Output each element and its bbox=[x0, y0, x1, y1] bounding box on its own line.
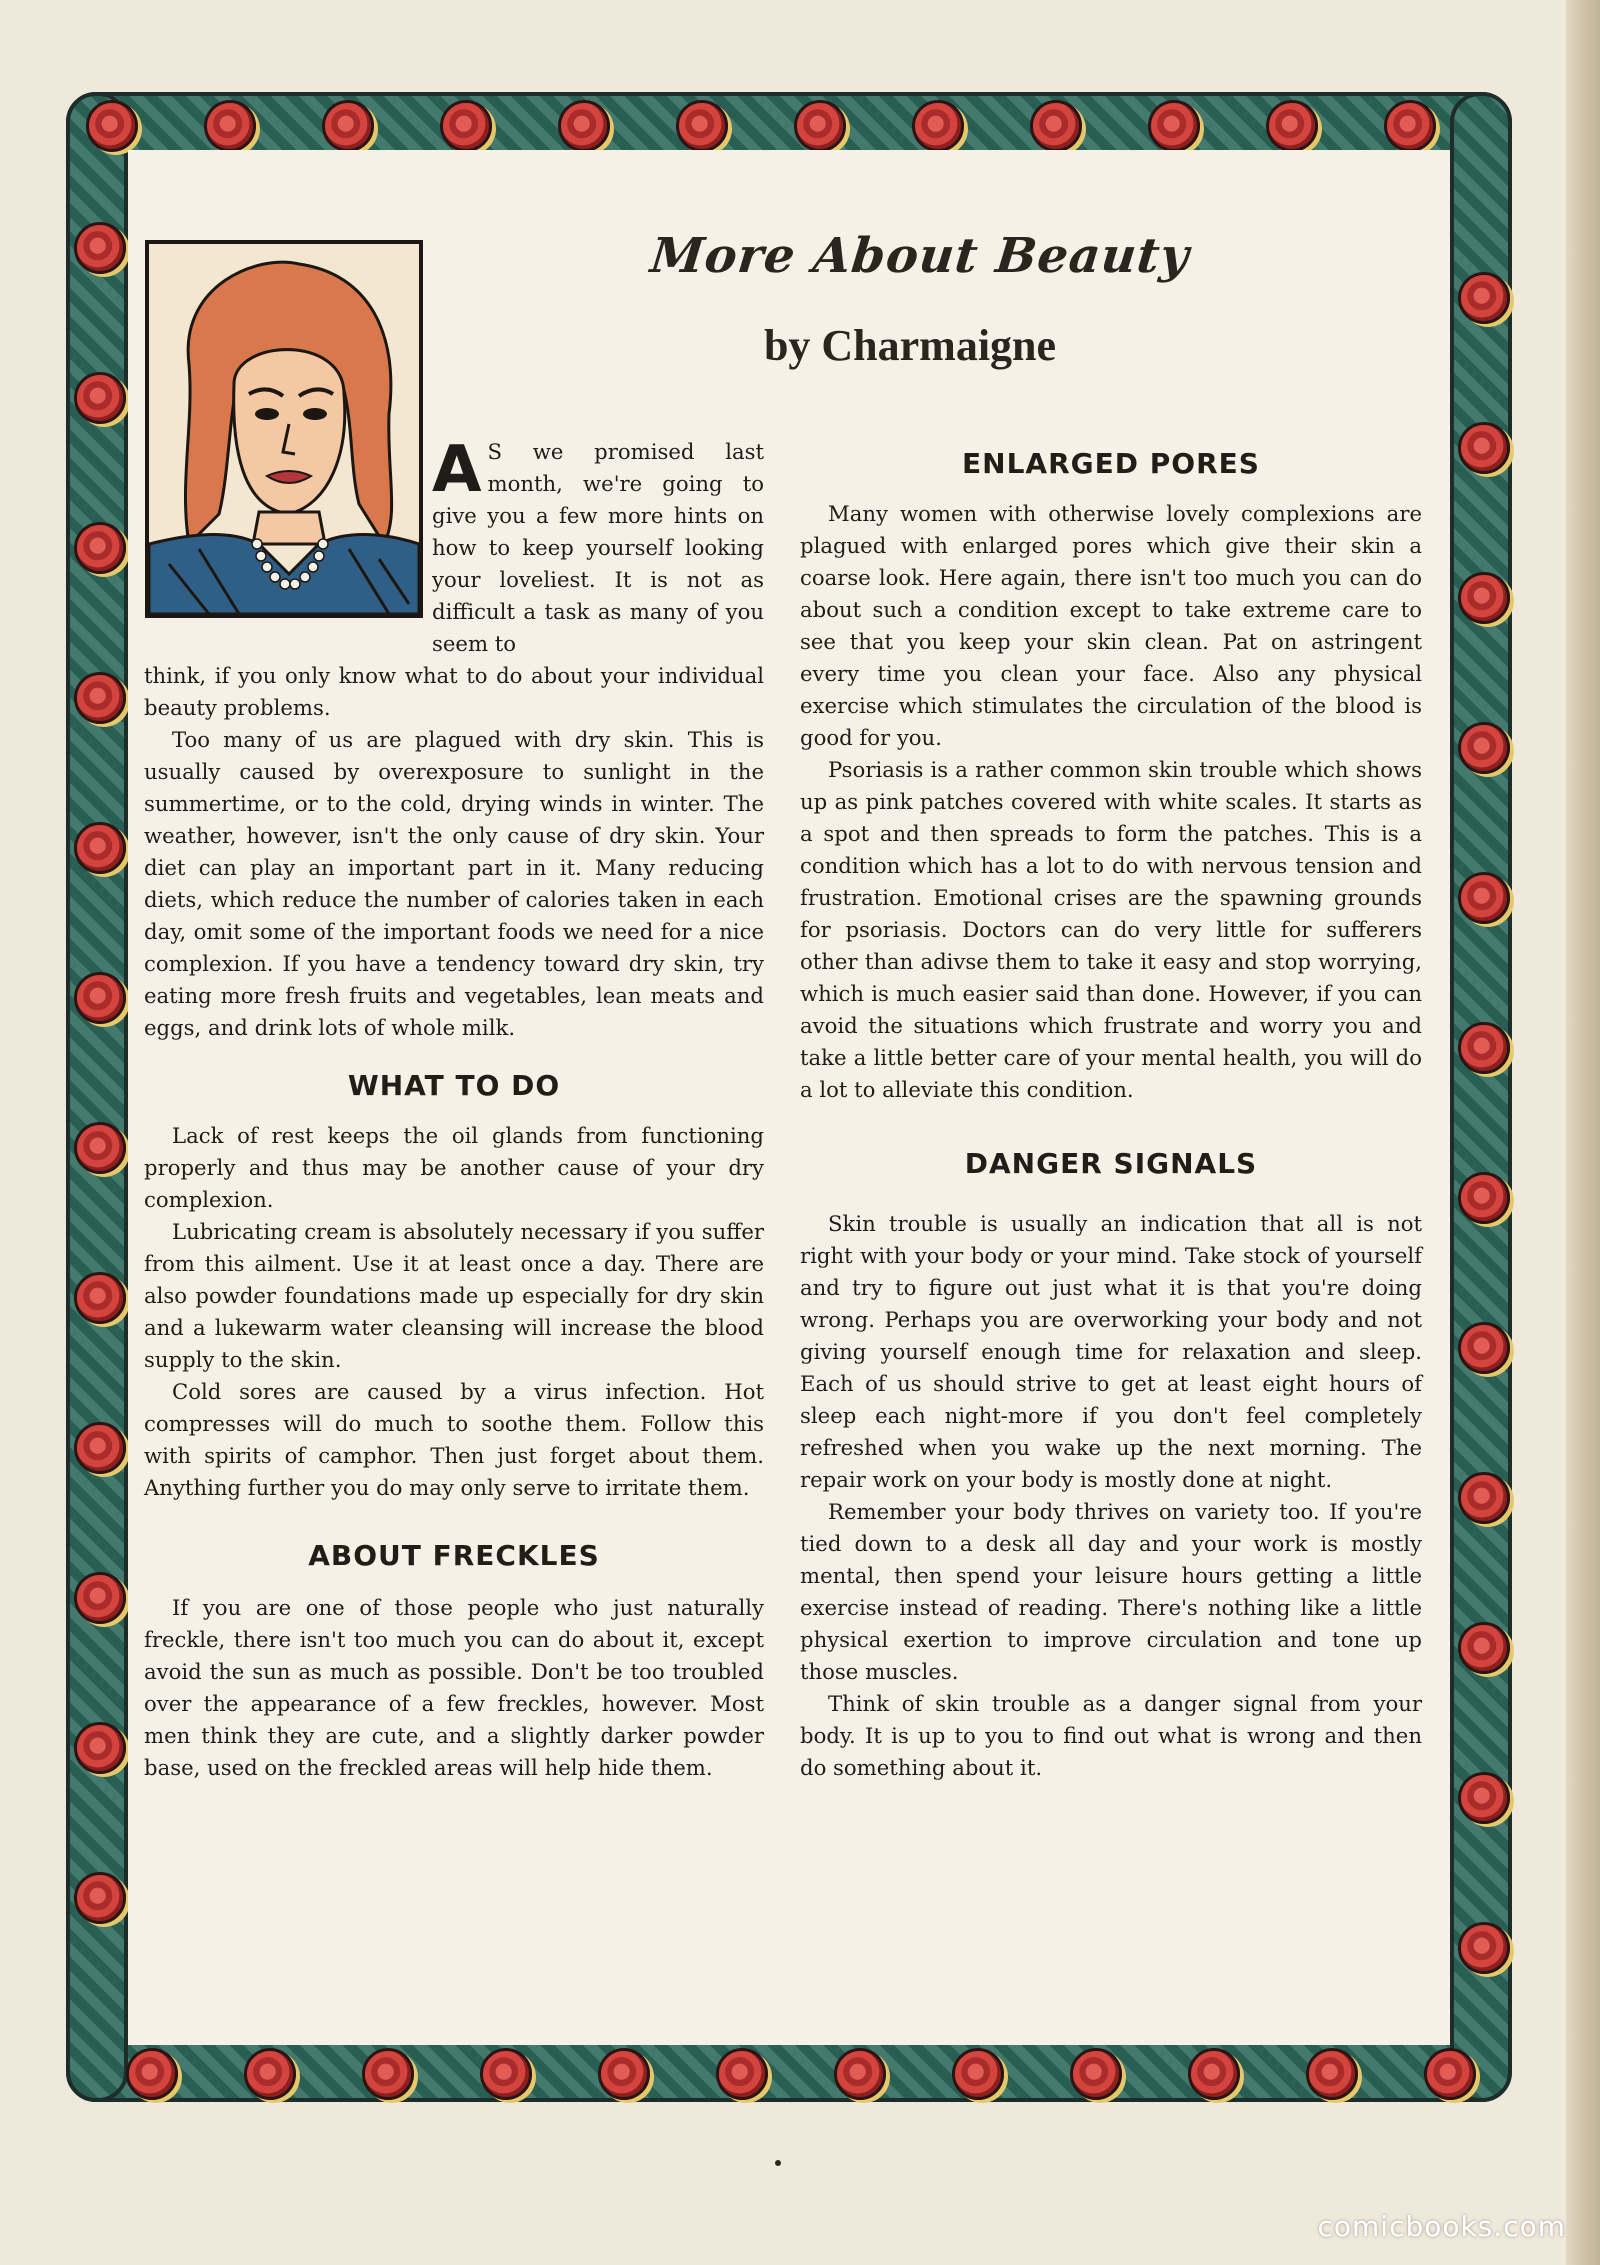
rose-ornament bbox=[1458, 572, 1510, 624]
rose-ornament bbox=[1266, 100, 1318, 152]
dry-skin-paragraph: Too many of us are plagued with dry skin. This is usually caused by overexposure to sunlight in the summertime, or to the cold, drying winds in winter. The weather, however, isn't the only cause of dry skin. Your diet can play an important part in it. Many reducing diets, which reduce the number of calories taken in each day, omit some of the important foods we need for a nice complexion. If you have a tendency toward dry skin, try eating more fresh fruits and vegetables, lean meats and eggs, and drink lots of whole milk. bbox=[144, 727, 764, 1040]
rose-ornament bbox=[74, 1572, 126, 1624]
rose-ornament bbox=[1070, 2048, 1122, 2100]
rose-ornament bbox=[1458, 1322, 1510, 1374]
rose-ornament bbox=[74, 1272, 126, 1324]
rose-ornament bbox=[74, 372, 126, 424]
rest-paragraph: Lack of rest keeps the oil glands from functioning properly and thus may be another cause of your dry complexion. bbox=[144, 1123, 764, 1212]
rose-ornament bbox=[1306, 2048, 1358, 2100]
rose-ornament bbox=[86, 100, 138, 152]
rose-ornament bbox=[1148, 100, 1200, 152]
rose-ornament bbox=[1458, 1622, 1510, 1674]
ink-speck bbox=[775, 2160, 781, 2166]
rose-ornament bbox=[1458, 722, 1510, 774]
rose-ornament bbox=[322, 100, 374, 152]
heading-danger-signals: DANGER SIGNALS bbox=[964, 1147, 1258, 1180]
rose-ornament bbox=[74, 972, 126, 1024]
rose-ornament bbox=[716, 2048, 768, 2100]
rose-ornament bbox=[362, 2048, 414, 2100]
rose-ornament bbox=[74, 222, 126, 274]
left-column bbox=[144, 660, 764, 1784]
article-title: More About Beauty bbox=[647, 228, 1193, 284]
rose-ornament bbox=[244, 2048, 296, 2100]
cold-sores-paragraph: Cold sores are caused by a virus infection. Hot compresses will do much to soothe them. Follow this with spirits of camphor. Then just forget about them. Anything further you do may only serve to irritate them. bbox=[144, 1379, 764, 1500]
rose-ornament bbox=[1458, 1922, 1510, 1974]
right-column bbox=[800, 448, 1422, 1784]
psoriasis-paragraph: Psoriasis is a rather common skin trouble which shows up as pink patches covered with white scales. It starts as a spot and then spreads to form the patches. This is a condition which has a lot to do with nervous tension and frustration. Emotional crises are the spawning grounds for psoriasis. Doctors can do very little for sufferers other than adivse them to take it easy and stop worrying, which is much easier said than done. However, if you can avoid the situations which frustrate and worry you and take a little better care of your mental health, you will do a lot to alleviate this condition. bbox=[800, 757, 1422, 1102]
rose-ornament bbox=[74, 1722, 126, 1774]
rose-ornament bbox=[1458, 422, 1510, 474]
rose-ornament bbox=[1458, 1172, 1510, 1224]
drop-cap: A bbox=[432, 433, 482, 507]
rose-ornament bbox=[440, 100, 492, 152]
site-watermark: comicbooks.com bbox=[1317, 2210, 1566, 2243]
article-byline: by Charmaigne bbox=[763, 321, 1057, 370]
rose-ornament bbox=[1458, 1472, 1510, 1524]
heading-enlarged-pores: ENLARGED PORES bbox=[962, 447, 1260, 480]
rose-ornament bbox=[598, 2048, 650, 2100]
rose-ornament bbox=[1458, 1022, 1510, 1074]
intro-text: S we promised last month, we're going to give you a few more hints on how to keep yourself looking your loveliest. It is not as difficult a task as many of you seem to bbox=[432, 439, 764, 656]
rose-ornament bbox=[912, 100, 964, 152]
rose-ornament bbox=[74, 1872, 126, 1924]
rose-ornament bbox=[1458, 1772, 1510, 1824]
rose-ornament bbox=[1188, 2048, 1240, 2100]
rose-ornament bbox=[1458, 872, 1510, 924]
rose-ornament bbox=[1384, 100, 1436, 152]
variety-paragraph: Remember your body thrives on variety too. If you're tied down to a desk all day and your work is mostly mental, then spend your leisure hours getting a little exercise instead of reading. There's nothing like a little physical exertion to improve circulation and tone up those muscles. bbox=[800, 1499, 1422, 1684]
rose-ornament bbox=[74, 822, 126, 874]
lubricating-paragraph: Lubricating cream is absolutely necessary if you suffer from this ailment. Use it at least once a day. There are also powder foundations made up especially for dry skin and a lukewarm water cleansing will increase the blood supply to the skin. bbox=[144, 1219, 764, 1372]
rose-ornament bbox=[1458, 272, 1510, 324]
danger-paragraph: Skin trouble is usually an indication that all is not right with your body or your mind. Take stock of yourself and try to figure out just what it is that you're doing wrong. Perhaps you are overworking your body and not giving yourself enough time for relaxation and sleep. Each of us should strive to get at least eight hours of sleep each night-more if you don't feel completely refreshed when you wake up the next morning. The repair work on your body is mostly done at night. bbox=[800, 1211, 1422, 1492]
rose-ornament bbox=[1030, 100, 1082, 152]
rose-ornament bbox=[74, 1422, 126, 1474]
portrait-drawing bbox=[149, 244, 419, 614]
rose-ornament bbox=[74, 1122, 126, 1174]
rose-ornament bbox=[952, 2048, 1004, 2100]
rose-ornament bbox=[74, 522, 126, 574]
rose-ornament bbox=[794, 100, 846, 152]
rose-ornament bbox=[74, 672, 126, 724]
rose-ornament bbox=[676, 100, 728, 152]
page-edge bbox=[1566, 0, 1600, 2265]
intro-paragraph bbox=[432, 433, 764, 660]
rose-ornament bbox=[558, 100, 610, 152]
woman-portrait-illustration bbox=[145, 240, 423, 618]
freckles-paragraph: If you are one of those people who just naturally freckle, there isn't too much you can do about it, except avoid the sun as much as possible. Don't be too troubled over the appearance of a few freckles, however. Most men think they are cute, and a slightly darker powder base, used on the freckled areas will help hide them. bbox=[144, 1595, 764, 1780]
intro-continued-text: think, if you only know what to do about your individual beauty problems. bbox=[144, 663, 764, 720]
pores-paragraph: Many women with otherwise lovely complexions are plagued with enlarged pores which give their skin a coarse look. Here again, there isn't too much you can do about such a condition except to take extreme care to see that you keep your skin clean. Pat on astringent every time you clean your face. Also any physical exercise which stimulates the circulation of the blood is good for you. bbox=[800, 501, 1422, 750]
heading-about-freckles: ABOUT FRECKLES bbox=[308, 1539, 600, 1572]
rose-ornament bbox=[480, 2048, 532, 2100]
rose-ornament bbox=[1424, 2048, 1476, 2100]
rose-ornament bbox=[834, 2048, 886, 2100]
think-paragraph: Think of skin trouble as a danger signal from your body. It is up to you to find out what is wrong and then do something about it. bbox=[800, 1691, 1422, 1780]
rose-ornament bbox=[126, 2048, 178, 2100]
heading-what-to-do: WHAT TO DO bbox=[347, 1069, 561, 1102]
rose-ornament bbox=[204, 100, 256, 152]
